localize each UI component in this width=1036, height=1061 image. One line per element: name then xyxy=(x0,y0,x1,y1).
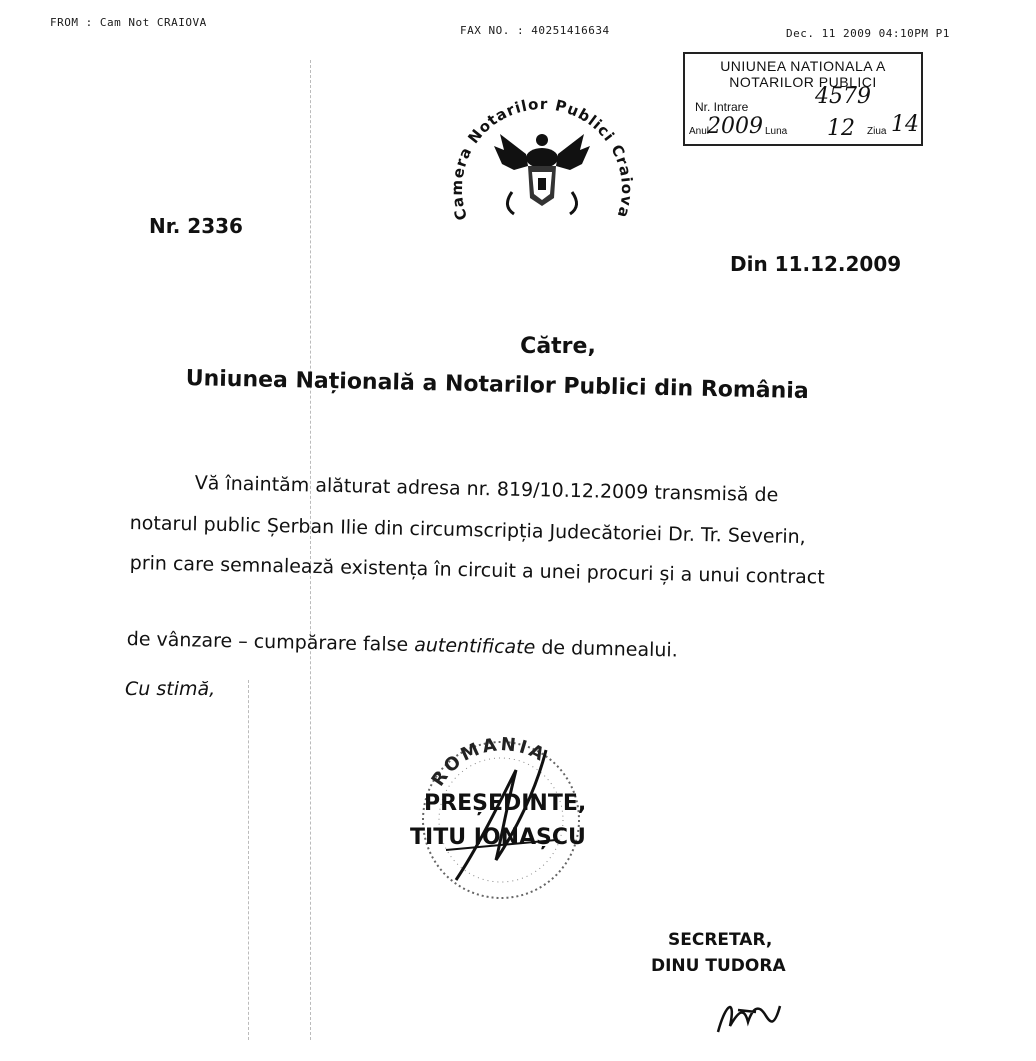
secretary-name: DINU TUDORA xyxy=(651,956,786,976)
body-line-4-emphasis: autentificate xyxy=(413,634,536,659)
notary-chamber-seal xyxy=(442,74,642,244)
scan-fold-line xyxy=(248,680,249,1040)
stamp-anul-label: Anul xyxy=(689,126,710,137)
stamp-line-1: UNIUNEA NATIONALA A xyxy=(720,58,886,74)
body-line-1: Vă înaintăm alăturat adresa nr. 819/10.12.2009 transmisă de xyxy=(194,472,779,507)
addressee-name: Uniunea Națională a Notarilor Publici din România xyxy=(185,366,809,405)
body-line-4-start: de vânzare – cumpărare false xyxy=(126,628,415,657)
svg-text:ROMANIA xyxy=(428,734,551,790)
document-date: Din 11.12.2009 xyxy=(730,252,902,276)
stamp-anul-value: 2009 xyxy=(707,114,763,139)
fax-number: FAX NO. : 40251416634 xyxy=(460,24,610,37)
stamp-nr-intrare-label: Nr. Intrare xyxy=(695,100,749,114)
body-line-3: prin care semnalează existența în circuit a unei procuri și a unui contract xyxy=(129,552,825,589)
secretary-signature xyxy=(708,992,798,1042)
president-seal xyxy=(396,730,636,900)
fax-date-time: Dec. 11 2009 04:10PM P1 xyxy=(786,27,950,40)
stamp-ziua-value: 14 xyxy=(891,112,919,137)
registration-stamp xyxy=(683,52,923,146)
stamp-line-2: NOTARILOR PUBLICI xyxy=(729,74,877,90)
seal-country-text: ROMANIA xyxy=(427,733,551,791)
stamp-luna-label: Luna xyxy=(765,126,788,137)
addressee-label: Către, xyxy=(520,334,596,359)
president-title: PREȘEDINTE, xyxy=(424,791,587,816)
body-line-2: notarul public Șerban Ilie din circumscripția Judecătoriei Dr. Tr. Severin, xyxy=(129,512,806,549)
scan-fold-line xyxy=(310,60,311,1040)
closing-salutation: Cu stimă, xyxy=(125,678,216,700)
president-name: TITU IONAȘCU xyxy=(410,825,586,850)
president-seal-graphic xyxy=(396,730,636,900)
seal-arc-text: Camera Notarilor Publici Craiova xyxy=(447,95,637,223)
secretary-title: SECRETAR, xyxy=(668,930,773,950)
stamp-luna-value: 12 xyxy=(827,116,855,141)
document-number: Nr. 2336 xyxy=(149,214,243,238)
fax-from: FROM : Cam Not CRAIOVA xyxy=(50,16,207,29)
notary-seal-emblem xyxy=(442,74,642,244)
body-line-4-end: de dumnealui. xyxy=(535,636,678,662)
stamp-ziua-label: Ziua xyxy=(867,126,887,137)
body-line-4 xyxy=(127,628,678,662)
stamp-nr-intrare-value: 4579 xyxy=(815,84,871,109)
